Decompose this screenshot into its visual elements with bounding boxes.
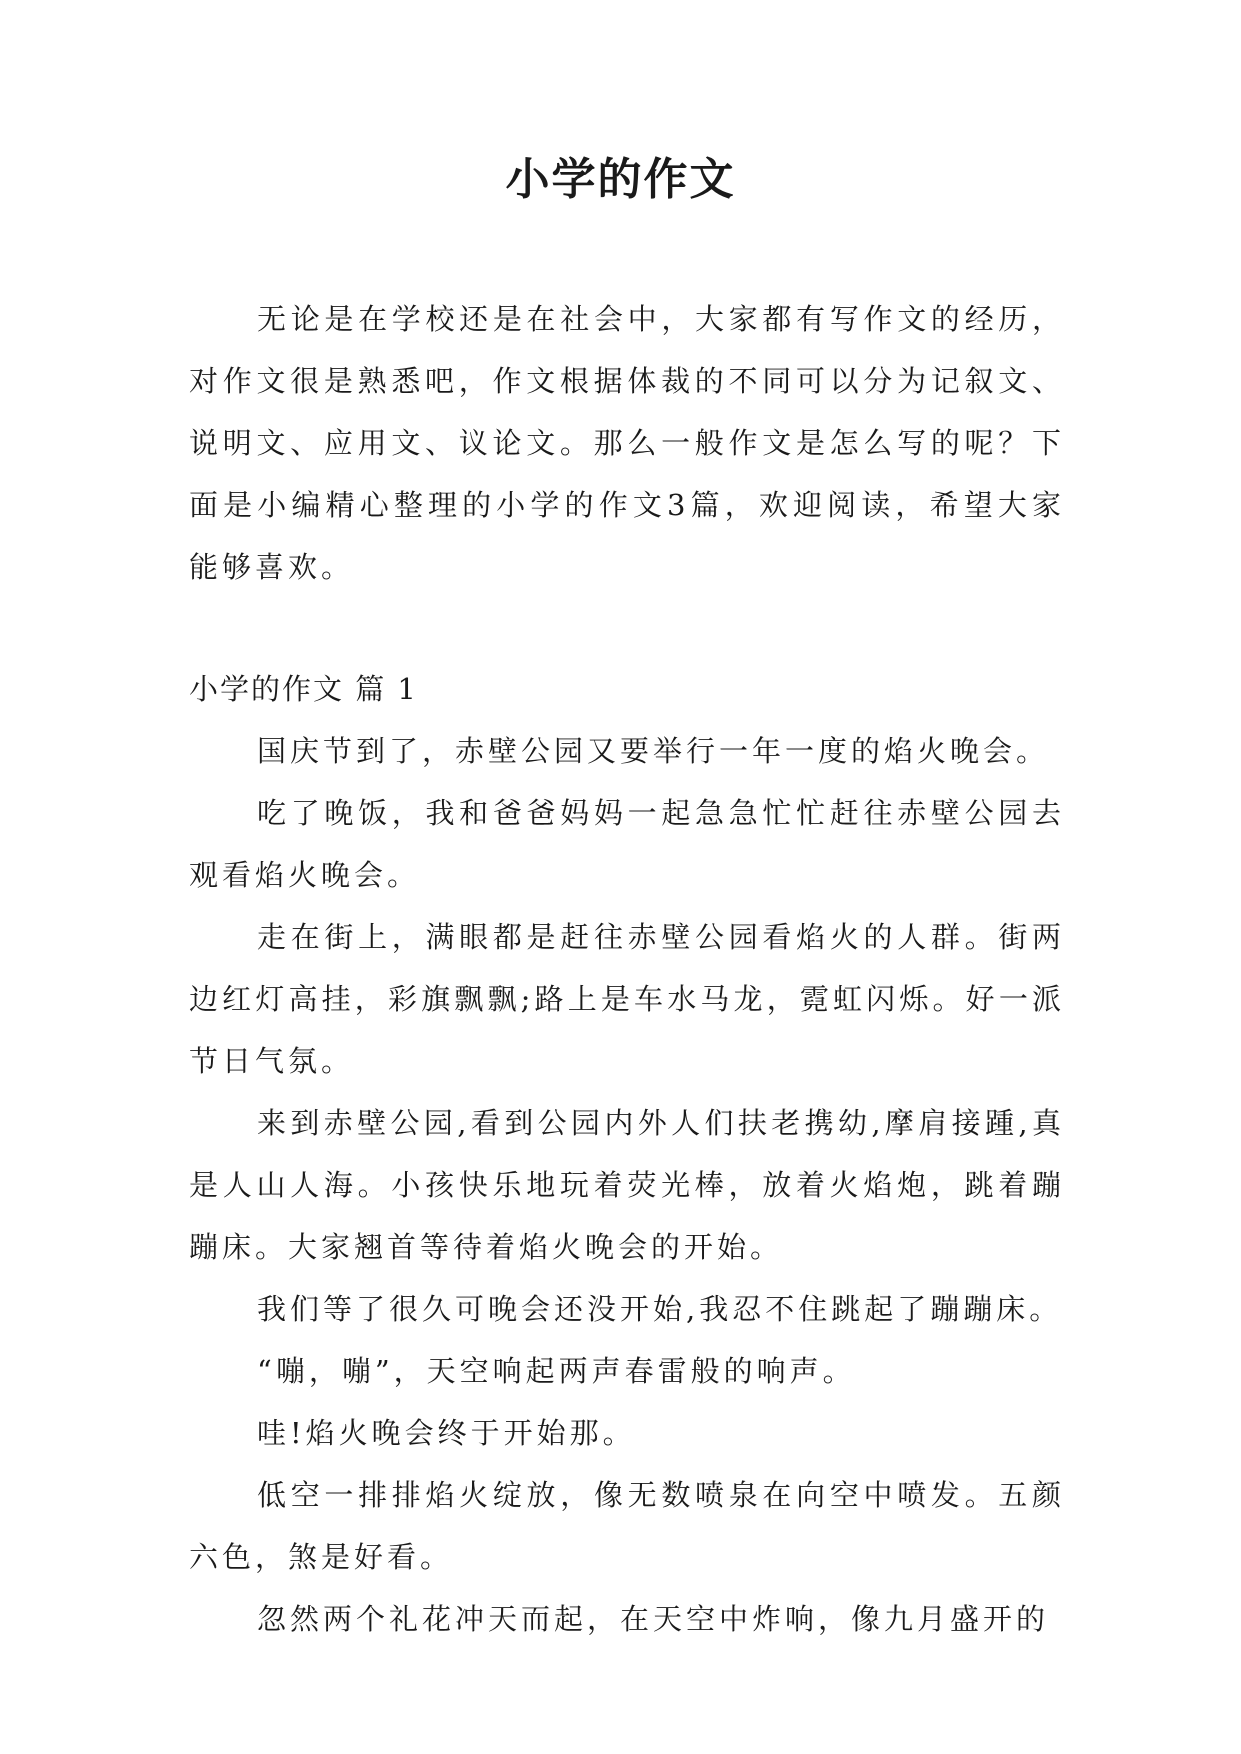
- paragraph: 我们等了很久可晚会还没开始,我忍不住跳起了蹦蹦床。: [257, 1292, 1063, 1326]
- section-heading: 小学的作文 篇 1: [189, 672, 418, 706]
- paragraph: 低空一排排焰火绽放，像无数喷泉在向空中喷发。五颜六色，煞是好看。: [189, 1478, 1065, 1574]
- paragraph: “嘣，嘣”，天空响起两声春雷般的响声。: [257, 1354, 856, 1388]
- spacer: [189, 598, 1065, 658]
- paragraph: 吃了晚饭，我和爸爸妈妈一起急急忙忙赶往赤壁公园去观看焰火晚会。: [189, 796, 1065, 892]
- paragraph: 国庆节到了，赤壁公园又要举行一年一度的焰火晚会。: [257, 734, 1050, 768]
- document-body: [189, 288, 1065, 1650]
- intro-paragraph: 无论是在学校还是在社会中，大家都有写作文的经历，对作文很是熟悉吧，作文根据体裁的不同可以分为记叙文、说明文、应用文、议论文。那么一般作文是怎么写的呢？下面是小编精心整理的小学的作文3篇，欢迎阅读，希望大家能够喜欢。: [189, 302, 1065, 584]
- document-title: 小学的作文: [505, 154, 736, 205]
- paragraph: 来到赤壁公园,看到公园内外人们扶老携幼,摩肩接踵,真是人山人海。小孩快乐地玩着荧光棒，放着火焰炮，跳着蹦蹦床。大家翘首等待着焰火晚会的开始。: [189, 1106, 1065, 1264]
- paragraph: 走在街上，满眼都是赶往赤壁公园看焰火的人群。街两边红灯高挂，彩旗飘飘;路上是车水马龙，霓虹闪烁。好一派节日气氛。: [189, 920, 1065, 1078]
- paragraph: 哇!焰火晚会终于开始那。: [257, 1416, 636, 1450]
- paragraph: 忽然两个礼花冲天而起，在天空中炸响，像九月盛开的: [257, 1602, 1050, 1636]
